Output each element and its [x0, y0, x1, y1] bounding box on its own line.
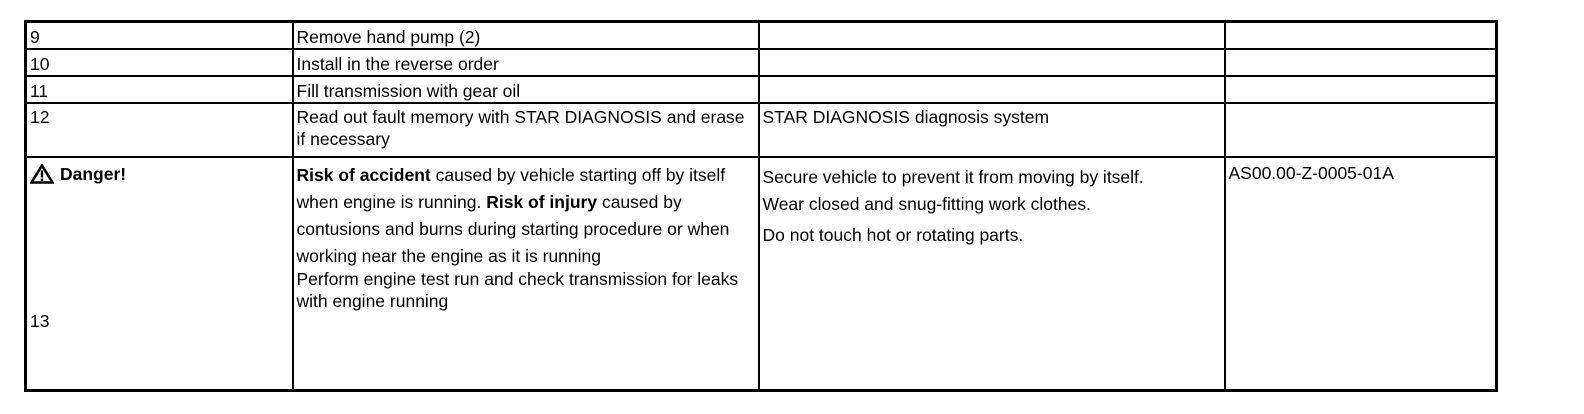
step-number: 12	[26, 103, 293, 157]
step-number: 13	[30, 311, 50, 331]
warning-triangle-icon	[30, 164, 54, 184]
step-number: 9	[26, 22, 293, 50]
danger-description	[297, 162, 754, 270]
step-action: Perform engine test run and check transmission for leaks with engine running	[296, 269, 739, 311]
step-tool	[759, 22, 1225, 50]
step-action: Remove hand pump (2)	[293, 22, 759, 50]
measure-secure-vehicle: Secure vehicle to prevent it from moving by itself.	[762, 167, 1144, 187]
step-tool	[759, 76, 1225, 103]
step-reference	[1225, 49, 1497, 76]
table-row	[26, 76, 1497, 103]
step-action: Fill transmission with gear oil	[293, 76, 759, 103]
table-row	[26, 49, 1497, 76]
step-action: Install in the reverse order	[293, 49, 759, 76]
measure-hot-parts: Do not touch hot or rotating parts.	[762, 225, 1024, 245]
risk-injury-bold: Risk of injury	[486, 192, 598, 212]
step-reference: AS00.00-Z-0005-01A	[1225, 157, 1497, 391]
risk-accident-bold: Risk of accident	[296, 165, 431, 185]
step-reference	[1225, 22, 1497, 50]
step-action: Read out fault memory with STAR DIAGNOSIS and erase if necessary	[293, 103, 759, 157]
danger-row	[26, 157, 1497, 391]
danger-label-cell	[26, 157, 293, 391]
step-number: 10	[26, 49, 293, 76]
table-row	[26, 103, 1497, 157]
step-number: 11	[26, 76, 293, 103]
step-tool: STAR DIAGNOSIS diagnosis system	[759, 103, 1225, 157]
step-reference	[1225, 76, 1497, 103]
risk-injury-text: caused by contusions and burns during starting procedure or when working near the engine as it is running	[296, 192, 730, 266]
danger-description-cell	[293, 157, 759, 391]
measure-work-clothes: Wear closed and snug-fitting work clothes.	[762, 194, 1091, 214]
danger-measures-cell	[759, 157, 1225, 391]
risk-accident-text: caused by vehicle starting off by itself when engine is running.	[296, 165, 726, 212]
step-tool	[759, 49, 1225, 76]
procedure-table	[24, 20, 1498, 392]
step-reference	[1225, 103, 1497, 157]
danger-label: Danger!	[60, 164, 127, 184]
danger-header	[30, 162, 288, 186]
table-row	[26, 22, 1497, 50]
